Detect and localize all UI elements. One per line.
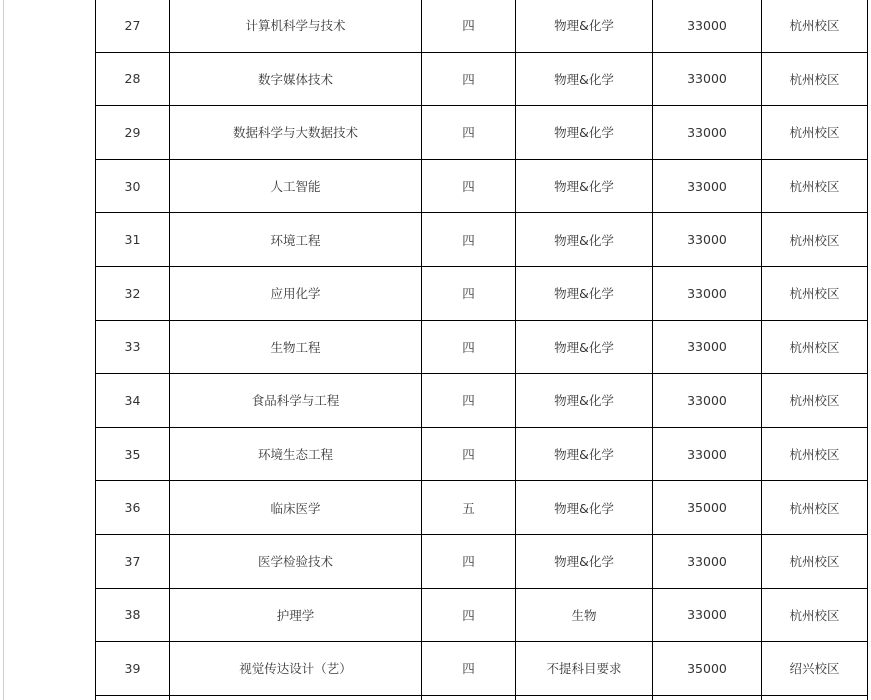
tuition-fee-cell: 33000: [653, 213, 762, 267]
table-row: [96, 642, 868, 696]
campus-cell: 杭州校区: [762, 588, 868, 642]
subject-requirement-cell: 生物: [516, 588, 653, 642]
campus-cell: 杭州校区: [762, 106, 868, 160]
table-row: [96, 534, 868, 588]
campus-cell: 杭州校区: [762, 266, 868, 320]
duration-cell: 四: [422, 642, 516, 696]
duration-cell: 四: [422, 106, 516, 160]
table-row: [96, 427, 868, 481]
tuition-fee-cell: 33000: [653, 106, 762, 160]
subject-requirement-cell: 物理&化学: [516, 481, 653, 535]
duration-cell: 四: [422, 213, 516, 267]
subject-requirement-cell: 物理&化学: [516, 374, 653, 428]
table-row: [96, 266, 868, 320]
major-name-cell: 应用化学: [170, 266, 422, 320]
major-name-cell: [170, 695, 422, 700]
row-number-cell: 39: [96, 642, 170, 696]
duration-cell: 四: [422, 320, 516, 374]
tuition-fee-cell: 33000: [653, 159, 762, 213]
row-number-cell: 33: [96, 320, 170, 374]
subject-requirement-cell: 物理&化学: [516, 106, 653, 160]
tuition-fee-cell: 33000: [653, 0, 762, 52]
major-name-cell: 环境生态工程: [170, 427, 422, 481]
row-number-cell: [96, 695, 170, 700]
table-row: [96, 0, 868, 52]
table-row: [96, 106, 868, 160]
duration-cell: 四: [422, 374, 516, 428]
major-name-cell: 数据科学与大数据技术: [170, 106, 422, 160]
left-border-line: [3, 0, 4, 700]
major-name-cell: 视觉传达设计（艺）: [170, 642, 422, 696]
duration-cell: 四: [422, 427, 516, 481]
tuition-fee-cell: 33000: [653, 427, 762, 481]
subject-requirement-cell: 物理&化学: [516, 266, 653, 320]
row-number-cell: 27: [96, 0, 170, 52]
tuition-fee-cell: 35000: [653, 642, 762, 696]
row-number-cell: 28: [96, 52, 170, 106]
duration-cell: 四: [422, 159, 516, 213]
major-name-cell: 人工智能: [170, 159, 422, 213]
duration-cell: [422, 695, 516, 700]
subject-requirement-cell: 物理&化学: [516, 320, 653, 374]
campus-cell: 杭州校区: [762, 534, 868, 588]
tuition-fee-cell: 33000: [653, 266, 762, 320]
duration-cell: 四: [422, 534, 516, 588]
subject-requirement-cell: 物理&化学: [516, 427, 653, 481]
major-name-cell: 生物工程: [170, 320, 422, 374]
row-number-cell: 37: [96, 534, 170, 588]
duration-cell: 五: [422, 481, 516, 535]
tuition-fee-cell: 33000: [653, 374, 762, 428]
campus-cell: 杭州校区: [762, 52, 868, 106]
subject-requirement-cell: 不提科目要求: [516, 642, 653, 696]
tuition-fee-cell: 35000: [653, 481, 762, 535]
duration-cell: 四: [422, 52, 516, 106]
row-number-cell: 29: [96, 106, 170, 160]
duration-cell: 四: [422, 588, 516, 642]
row-number-cell: 35: [96, 427, 170, 481]
table-row: [96, 588, 868, 642]
subject-requirement-cell: 物理&化学: [516, 213, 653, 267]
campus-cell: [762, 695, 868, 700]
row-number-cell: 36: [96, 481, 170, 535]
major-name-cell: 数字媒体技术: [170, 52, 422, 106]
campus-cell: 杭州校区: [762, 320, 868, 374]
subject-requirement-cell: 物理&化学: [516, 52, 653, 106]
duration-cell: 四: [422, 266, 516, 320]
major-name-cell: 医学检验技术: [170, 534, 422, 588]
subject-requirement-cell: [516, 695, 653, 700]
table-row: [96, 52, 868, 106]
table-row: [96, 320, 868, 374]
table-row: [96, 159, 868, 213]
major-table: [95, 0, 868, 700]
major-name-cell: 护理学: [170, 588, 422, 642]
tuition-fee-cell: 33000: [653, 588, 762, 642]
table-row: [96, 374, 868, 428]
campus-cell: 杭州校区: [762, 427, 868, 481]
tuition-fee-cell: 33000: [653, 52, 762, 106]
major-name-cell: 临床医学: [170, 481, 422, 535]
campus-cell: 杭州校区: [762, 374, 868, 428]
major-name-cell: 食品科学与工程: [170, 374, 422, 428]
campus-cell: 绍兴校区: [762, 642, 868, 696]
row-number-cell: 38: [96, 588, 170, 642]
campus-cell: 杭州校区: [762, 159, 868, 213]
table-row: [96, 481, 868, 535]
major-name-cell: 计算机科学与技术: [170, 0, 422, 52]
subject-requirement-cell: 物理&化学: [516, 0, 653, 52]
tuition-fee-cell: 33000: [653, 534, 762, 588]
campus-cell: 杭州校区: [762, 0, 868, 52]
tuition-fee-cell: 33000: [653, 320, 762, 374]
row-number-cell: 30: [96, 159, 170, 213]
duration-cell: 四: [422, 0, 516, 52]
subject-requirement-cell: 物理&化学: [516, 534, 653, 588]
table-row: [96, 695, 868, 700]
table-body: [96, 0, 868, 700]
campus-cell: 杭州校区: [762, 481, 868, 535]
campus-cell: 杭州校区: [762, 213, 868, 267]
table-row: [96, 213, 868, 267]
tuition-fee-cell: [653, 695, 762, 700]
subject-requirement-cell: 物理&化学: [516, 159, 653, 213]
major-name-cell: 环境工程: [170, 213, 422, 267]
row-number-cell: 31: [96, 213, 170, 267]
row-number-cell: 34: [96, 374, 170, 428]
row-number-cell: 32: [96, 266, 170, 320]
